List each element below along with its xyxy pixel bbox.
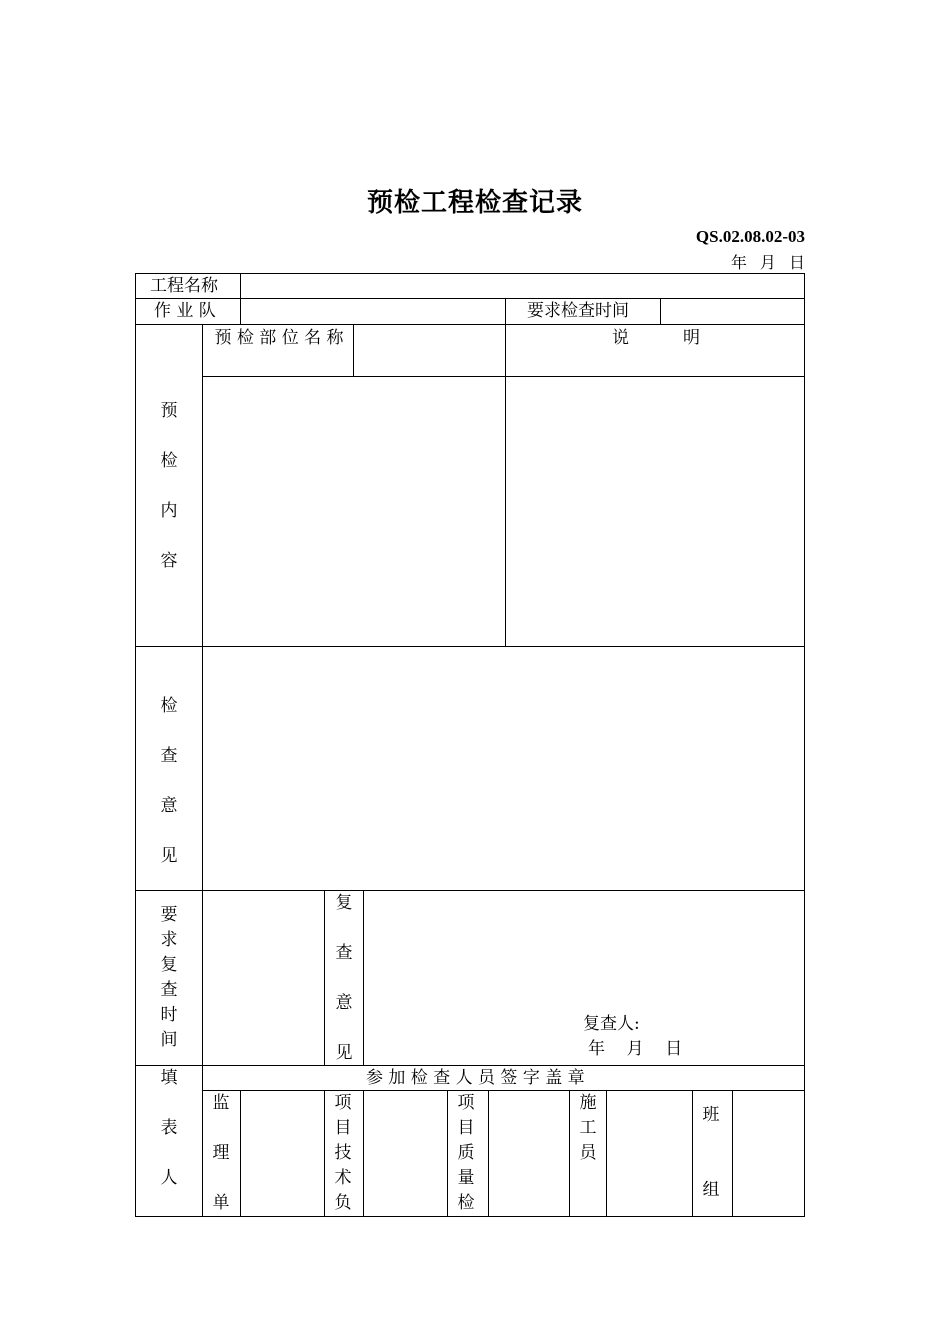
- col-line: [505, 298, 506, 324]
- signer-quality-label: 项目质量检: [457, 1093, 475, 1213]
- explain-area[interactable]: [506, 377, 804, 646]
- table-border-left: [135, 273, 136, 1217]
- signer-quality-field[interactable]: [489, 1091, 569, 1216]
- project-name-field[interactable]: [241, 274, 804, 298]
- form-code: QS.02.08.02-03: [695, 227, 805, 246]
- rechecker-label: 复查人:: [583, 1014, 640, 1034]
- col-line: [569, 1090, 570, 1216]
- recheck-opinion-area[interactable]: [364, 891, 804, 1065]
- col-line: [447, 1090, 448, 1216]
- signer-constructor-field[interactable]: [607, 1091, 692, 1216]
- col-line: [324, 890, 325, 1065]
- signer-team-field[interactable]: [733, 1091, 804, 1216]
- request-time-field[interactable]: [661, 299, 804, 324]
- document-title: 预检工程检查记录: [366, 188, 583, 218]
- recheck-opinion-label: 复查意见: [335, 893, 353, 1063]
- part-name-label: 预 检 部 位 名 称: [214, 328, 344, 348]
- project-name-label: 工程名称: [150, 276, 218, 296]
- signer-team-label: 班组: [702, 1105, 720, 1200]
- signature-header: 参 加 检 查 人 员 签 字 盖 章: [366, 1068, 585, 1088]
- opinion-label: 检查意见: [160, 696, 178, 866]
- part-name-field[interactable]: [354, 325, 504, 376]
- explain-label: 说 明: [612, 328, 701, 348]
- signer-supervisor-field[interactable]: [241, 1091, 324, 1216]
- recheck-time-field[interactable]: [203, 891, 324, 1065]
- col-line: [692, 1090, 693, 1216]
- team-field[interactable]: [241, 299, 505, 324]
- table-border-right: [804, 273, 805, 1217]
- request-time-label: 要求检查时间: [527, 301, 629, 321]
- filler-label: 填表人: [160, 1068, 178, 1188]
- col-line: [324, 1090, 325, 1216]
- recheck-date: 年 月 日: [588, 1039, 683, 1059]
- opinion-area[interactable]: [203, 647, 804, 890]
- signer-tech-field[interactable]: [364, 1091, 447, 1216]
- recheck-time-label: 要求复查时间: [160, 905, 178, 1050]
- content-area[interactable]: [203, 377, 505, 646]
- team-label: 作 业 队: [154, 301, 216, 321]
- signer-tech-label: 项目技术负: [334, 1093, 352, 1213]
- signer-supervisor-label: 监理单: [212, 1093, 230, 1213]
- content-label: 预检内容: [160, 401, 178, 571]
- form-date: 年 月 日: [730, 253, 805, 272]
- signer-constructor-label: 施工员: [579, 1093, 597, 1163]
